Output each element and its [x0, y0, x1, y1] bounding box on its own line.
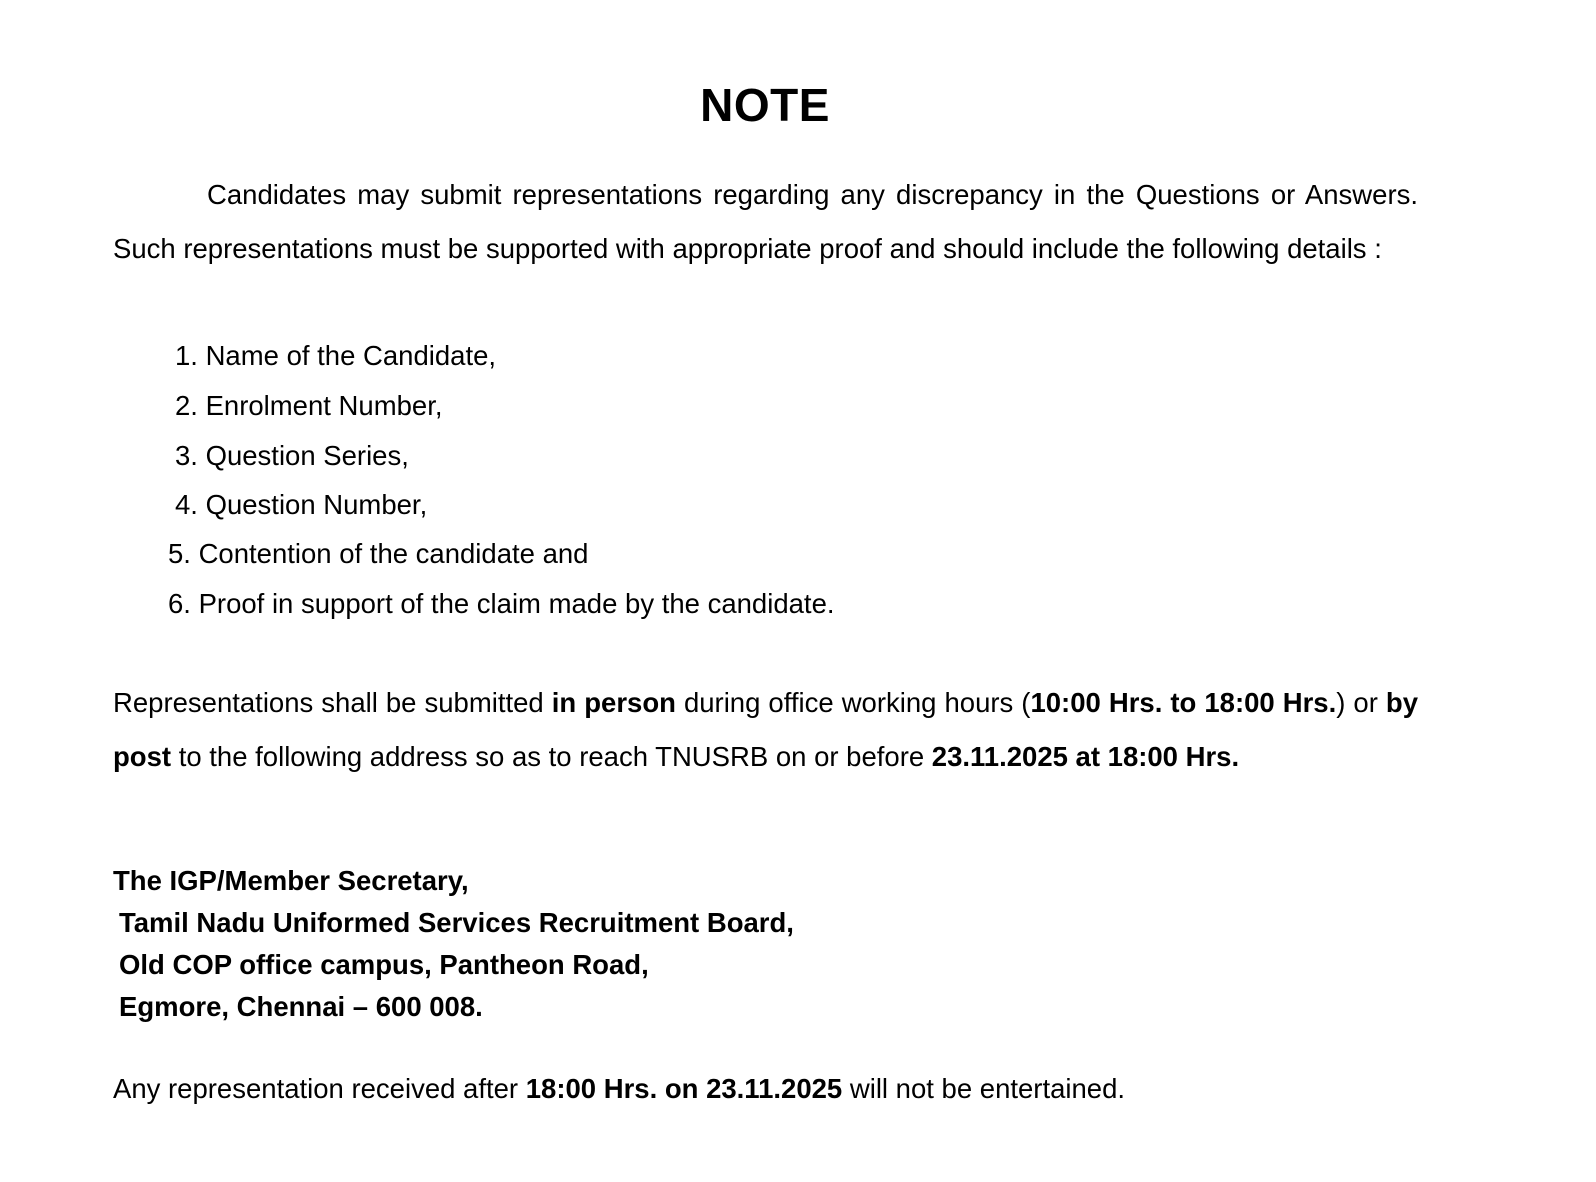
closing-text: Any representation received after: [113, 1073, 526, 1104]
by-post-emphasis: by post: [113, 687, 1418, 772]
page-title: NOTE: [700, 79, 830, 131]
submission-paragraph: [113, 676, 1418, 784]
list-item: 2. Enrolment Number,: [175, 390, 443, 421]
submission-text: Representations shall be submitted: [113, 687, 552, 718]
submission-text: to the following address so as to reach TNUSRB on or before: [171, 741, 932, 772]
closing-deadline: 18:00 Hrs. on 23.11.2025: [525, 1073, 843, 1104]
list-item: 3. Question Series,: [175, 440, 409, 471]
address-line: Old COP office campus, Pantheon Road,: [119, 949, 649, 980]
list-item: 4. Question Number,: [175, 489, 428, 520]
in-person-emphasis: in person: [551, 687, 676, 718]
submission-text: during office working hours (: [675, 687, 1031, 718]
list-item: 6. Proof in support of the claim made by the candidate.: [168, 588, 835, 619]
closing-paragraph: [113, 1062, 1418, 1116]
address-line: Egmore, Chennai – 600 008.: [119, 991, 483, 1022]
office-hours: 10:00 Hrs. to 18:00 Hrs.: [1030, 687, 1337, 718]
intro-paragraph: Candidates may submit representations regarding any discrepancy in the Questions or Answers. Such representations must be supported with appropriate proof and should include the following details :: [113, 179, 1418, 264]
list-item: 1. Name of the Candidate,: [175, 340, 497, 371]
postal-address: [113, 860, 794, 1028]
submission-deadline: 23.11.2025 at 18:00 Hrs.: [931, 741, 1240, 772]
address-line: Tamil Nadu Uniformed Services Recruitment Board,: [119, 907, 794, 938]
address-line: The IGP/Member Secretary,: [113, 865, 469, 896]
submission-text: ) or: [1336, 687, 1386, 718]
closing-text: will not be entertained.: [842, 1073, 1126, 1104]
list-item: 5. Contention of the candidate and: [168, 538, 589, 569]
